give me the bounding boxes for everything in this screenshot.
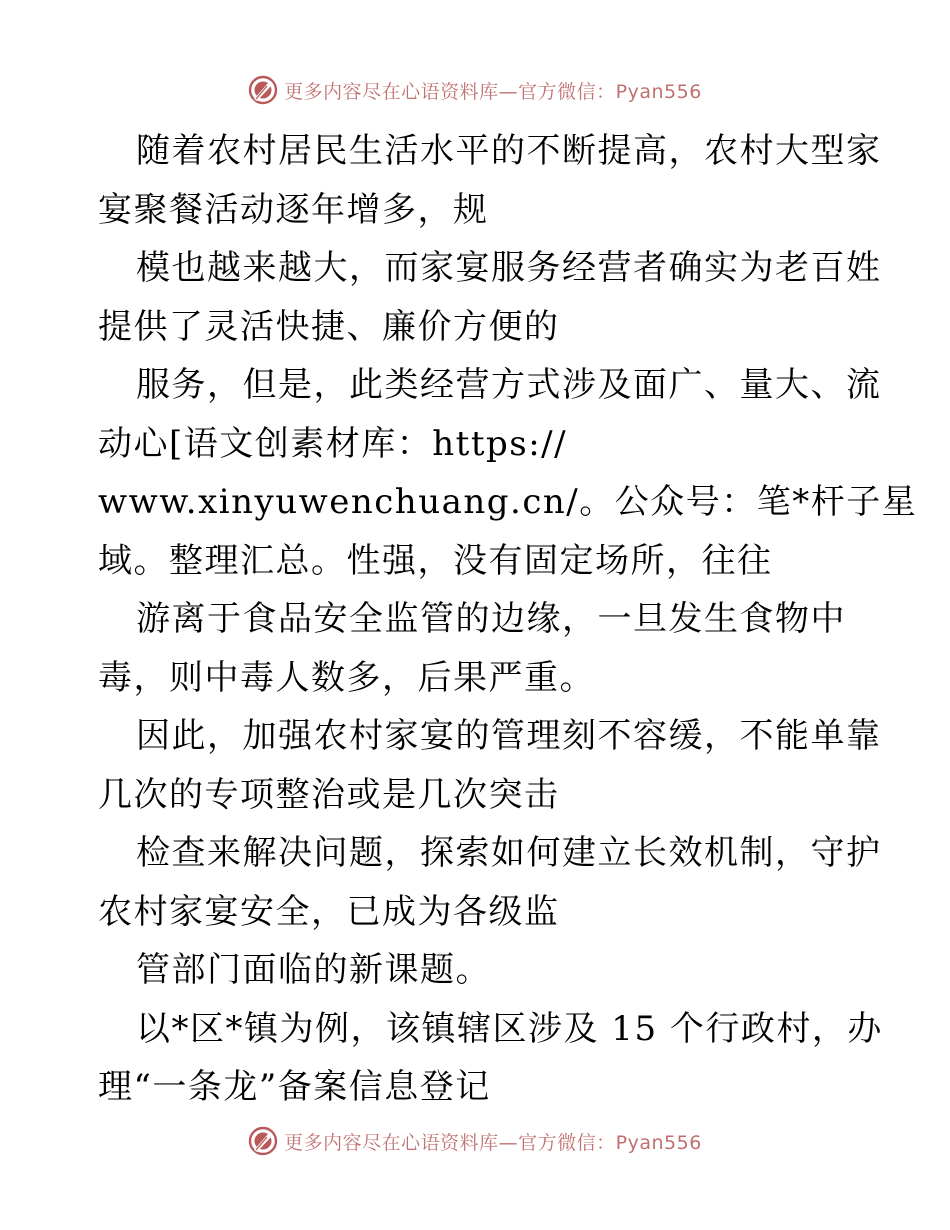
body-text-line: www.xinyuwenchuang.cn/。公众号：笔*杆子星 xyxy=(98,482,918,522)
watermark-text: 更多内容尽在心语资料库—官方微信：Pyan556 xyxy=(284,1131,702,1154)
body-text-line: 动心[语文创素材库：https:// xyxy=(98,423,568,464)
body-text-line: 理“一条龙”备案信息登记 xyxy=(98,1067,491,1107)
header-watermark xyxy=(0,72,950,108)
body-text-line: 随着农村居民生活水平的不断提高，农村大型家 xyxy=(136,131,882,171)
body-text-line: 管部门面临的新课题。 xyxy=(136,950,491,990)
footer-watermark xyxy=(0,1123,950,1159)
body-text-line: 宴聚餐活动逐年增多，规 xyxy=(98,189,489,230)
body-text-line: 服务，但是，此类经营方式涉及面广、量大、流 xyxy=(136,365,882,405)
document-body xyxy=(98,122,918,1117)
body-text-line: 检查来解决问题，探索如何建立长效机制，守护 xyxy=(136,833,882,873)
pen-nib-circle-icon xyxy=(248,1126,278,1156)
body-text-line: 域。整理汇总。性强，没有固定场所，往往 xyxy=(98,540,773,581)
body-text-line: 几次的专项整治或是几次突击 xyxy=(98,774,560,815)
body-text-line: 提供了灵活快捷、廉价方便的 xyxy=(98,306,560,347)
body-text-line: 毒，则中毒人数多，后果严重。 xyxy=(98,657,595,698)
body-text-line: 游离于食品安全监管的边缘，一旦发生食物中 xyxy=(136,599,846,639)
body-text-line: 模也越来越大，而家宴服务经营者确实为老百姓 xyxy=(136,248,882,288)
watermark-text: 更多内容尽在心语资料库—官方微信：Pyan556 xyxy=(284,80,702,103)
pen-nib-circle-icon xyxy=(248,75,278,105)
body-text-line: 因此，加强农村家宴的管理刻不容缓，不能单靠 xyxy=(136,716,882,756)
body-text-line: 以*区*镇为例，该镇辖区涉及 15 个行政村，办 xyxy=(136,1008,883,1049)
body-text-line: 农村家宴安全，已成为各级监 xyxy=(98,891,560,932)
